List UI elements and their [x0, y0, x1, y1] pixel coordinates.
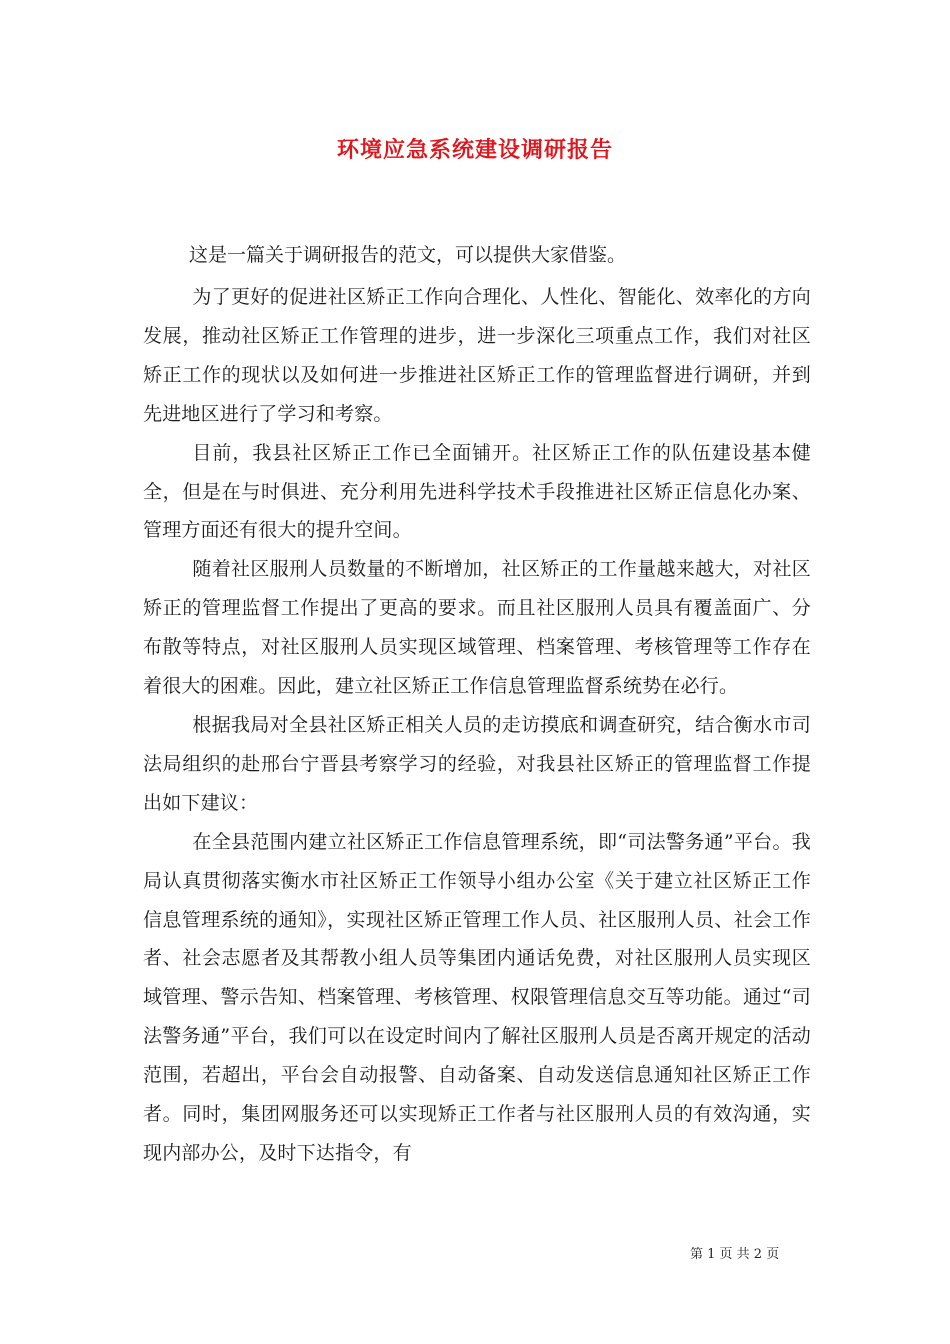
paragraph: 目前，我县社区矫正工作已全面铺开。社区矫正工作的队伍建设基本健全，但是在与时俱进、充分利用先进科学技术手段推进社区矫正信息化办案、管理方面还有很大的提升空间。	[143, 441, 811, 542]
document-body	[143, 278, 811, 1173]
paragraph: 随着社区服刑人员数量的不断增加，社区矫正的工作量越来越大，对社区矫正的管理监督工作提出了更高的要求。而且社区服刑人员具有覆盖面广、分布散等特点，对社区服刑人员实现区域管理、档案管理、考核管理等工作存在着很大的困难。因此，建立社区矫正工作信息管理监督系统势在必行。	[143, 558, 811, 698]
intro-line: 这是一篇关于调研报告的范文，可以提供大家借鉴。	[189, 244, 627, 266]
paragraph: 为了更好的促进社区矫正工作向合理化、人性化、智能化、效率化的方向发展，推动社区矫正工作管理的进步，进一步深化三项重点工作，我们对社区矫正工作的现状以及如何进一步推进社区矫正工作的管理监督进行调研，并到先进地区进行了学习和考察。	[143, 286, 811, 425]
document-title: 环境应急系统建设调研报告	[336, 137, 613, 163]
paragraph: 在全县范围内建立社区矫正工作信息管理系统，即“司法警务通”平台。我局认真贯彻落实衡水市社区矫正工作领导小组办公室《关于建立社区矫正工作信息管理系统的通知》，实现社区矫正管理工作人员、社区服刑人员、社会工作者、社会志愿者及其帮教小组人员等集团内通话免费，对社区服刑人员实现区域管理、警示告知、档案管理、考核管理、权限管理信息交互等功能。通过“司法警务通”平台，我们可以在设定时间内了解社区服刑人员是否离开规定的活动范围，若超出，平台会自动报警、自动备案、自动发送信息通知社区矫正工作者。同时，集团网服务还可以实现矫正工作者与社区服刑人员的有效沟通，实现内部办公，及时下达指令，有	[143, 830, 811, 1164]
paragraph: 根据我局对全县社区矫正相关人员的走访摸底和调查研究，结合衡水市司法局组织的赴邢台宁晋县考察学习的经验，对我县社区矫正的管理监督工作提出如下建议：	[143, 713, 811, 814]
page-number: 第 1 页 共 2 页	[690, 1247, 780, 1262]
